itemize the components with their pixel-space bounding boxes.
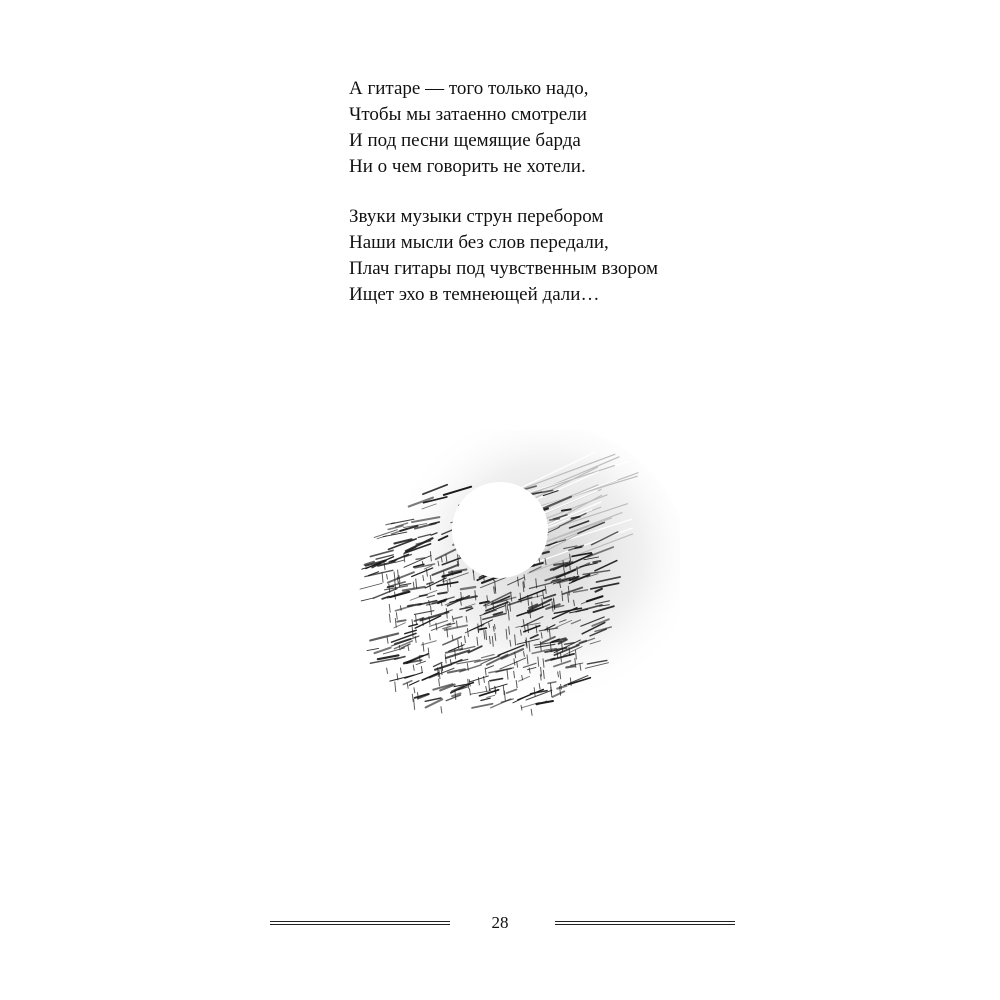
poem-line: А гитаре — того только надо, (349, 78, 589, 99)
footer-rule-right (555, 921, 735, 922)
page-footer (0, 900, 1000, 950)
poem (349, 76, 769, 332)
poem-line: Ни о чем говорить не хотели. (349, 156, 586, 177)
poem-line: Плач гитары под чувственным взором (349, 258, 659, 279)
poem-line: Наши мысли без слов передали, (349, 232, 609, 253)
poem-line: Чтобы мы затаенно смотрели (349, 104, 587, 125)
poem-line: И под песни щемящие барда (349, 130, 581, 151)
moon-over-water-sketch-icon (340, 430, 680, 730)
moon-disc (452, 482, 548, 578)
footer-rule-left (270, 921, 450, 922)
stanza-1 (349, 76, 769, 180)
stanza-2 (349, 204, 769, 308)
poem-line: Ищет эхо в темнеющей дали… (349, 284, 600, 305)
poem-line: Звуки музыки струн перебором (349, 206, 604, 227)
page-number: 28 (491, 913, 509, 932)
